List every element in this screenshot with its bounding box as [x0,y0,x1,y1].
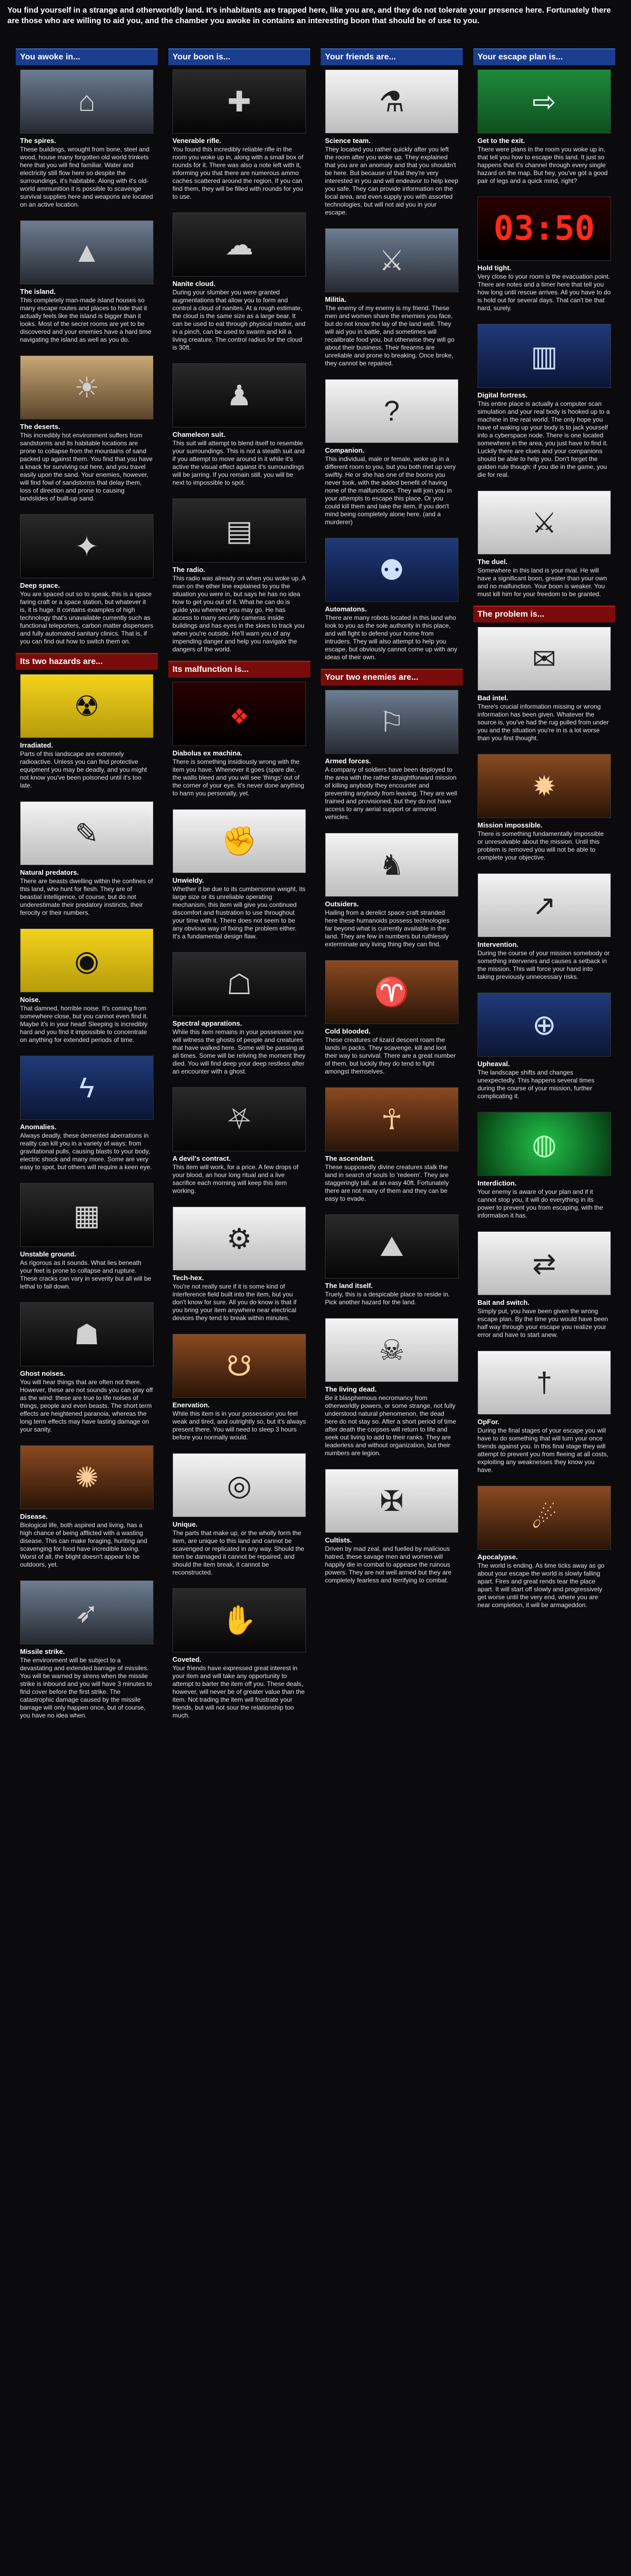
card-title: Unique. [172,1520,198,1528]
section-heading: Your escape plan is... [473,48,615,65]
card-title: Chameleon suit. [172,431,226,438]
card-description: Truely, this is a despicable place to reside in. Pick another hazard for the land. [325,1291,450,1306]
option-card [473,988,615,1108]
card-description: There are many robots located in this land who look to you as the sole authority in this place, and will fight to defend your home from intruders. They will also attempt to help you escape, but obviously cannot come up with any ideas of their own. [325,614,457,661]
option-card [321,65,463,224]
pentagram-icon: ⛧ [172,1087,306,1151]
card-description: This item will work, for a price. A few drops of your blood, an hour long ritual and a live sacrifice each morning will keep this item working. [172,1163,299,1194]
option-card [168,678,310,805]
option-card [321,829,463,956]
card-description: Simply put, you have been given the wrong escape plan. By the time you would have been half way through your escape you realize your error and have to start anew. [477,1307,608,1338]
unwieldy-icon: ✊ [172,809,306,873]
card-title: Upheaval. [477,1060,510,1068]
card-description: Your friends have expressed great interest in your item and will take any opportunity to attempt to barter the item off you. These deals, however, will never be of greater value than the item. Not trading the item will frustrate your friends, but will not sour the relationship too much. [172,1664,305,1719]
armed-forces-icon: ⚐ [325,690,459,754]
option-card [16,216,158,351]
card-title: Irradiated. [20,741,53,749]
bad-intel-icon: ✉ [477,627,611,691]
card-description: Parts of this landscape are extremely radioactive. Unless you can find protective equipment you may be deadly, and you might not know you've been poisoned until it's too late. [20,750,147,789]
option-card [321,686,463,829]
option-card [473,1346,615,1481]
bait-icon: ⇄ [477,1231,611,1295]
card-title: Interdiction. [477,1179,517,1187]
card-title: Disease. [20,1512,48,1520]
card-description: There is something fundamentally impossible or unresolvable about the mission. Until this problem is removed you will not be able to complete your objective. [477,830,604,861]
card-description: These supposedly divine creatures stalk the land in search of souls to 'redeem'. They are staggeringly tall, at an easy 40ft. Fortunately there are not many of them and they can be easy to evade. [325,1163,449,1202]
option-card [168,805,310,948]
card-title: Ghost noises. [20,1369,65,1377]
card-description: Whether it be due to its cumbersome weight, its large size or its unreliable operating mechanism, this item will give you continued discomfort and frustration to use throughout your time with it. There does not seem to be any obvious way of fixing the problem either. It's a fundamental design flaw. [172,885,306,940]
column-4 [473,48,615,1727]
option-card [168,1202,310,1330]
option-card [168,65,310,208]
card-title: Automatons. [325,605,367,613]
option-card [473,1481,615,1617]
land-itself-icon: ⛰ [325,1214,459,1279]
unique-icon: ◎ [172,1453,306,1517]
column-1 [16,48,158,1727]
apocalypse-icon: ☄ [477,1486,611,1550]
option-card [321,224,463,375]
section-heading: Its malfunction is... [168,661,310,678]
option-card [473,1108,615,1227]
predator-icon: ✎ [20,801,154,865]
ghost-icon: ☗ [20,1302,154,1366]
companion-icon: ? [325,379,459,443]
exit-icon: ⇨ [477,69,611,134]
card-title: Deep space. [20,581,60,589]
option-card [16,65,158,216]
card-description: During the course of your mission somebody or something intervenes and causes a setback in the mission. This will force your hand into taking previously unnecessary risks. [477,949,610,980]
card-description: Driven by mad zeal, and fuelled by malicious hatred, these savage men and women will happily die in combat to appease the ruinous powers. They are not well armed but they are completely fearless and terrifying to combat. [325,1545,452,1584]
card-description: There are beasts dwelling within the confines of this land, who hunt for flesh. They are of beastial intelligence, of course, but do not underestimate their predatory instincts, their ferocity or their numbers. [20,877,153,916]
card-title: Missile strike. [20,1648,65,1655]
card-title: Apocalypse. [477,1553,518,1561]
card-title: The living dead. [325,1385,377,1393]
card-description: The landscape shifts and changes unexpectedly. This happens several times during the course of your mission, further complicating it. [477,1069,595,1100]
option-card [321,534,463,669]
automaton-icon: ⚉ [325,538,459,602]
card-description: During the final stages of your escape you will have to do something that will turn your once friends against you. In this final stage they will attempt to prevent you from fleeing at all costs, exploiting any weaknesses they know you have. [477,1427,608,1474]
disease-icon: ✺ [20,1445,154,1509]
impossible-icon: ✹ [477,754,611,818]
option-card [473,750,615,869]
card-title: Natural predators. [20,868,79,876]
digital-fortress-icon: ▥ [477,324,611,388]
island-icon: ▲ [20,220,154,284]
section-heading: Your boon is... [168,48,310,65]
option-card [168,1330,310,1449]
living-dead-icon: ☠ [325,1318,459,1382]
option-card [473,65,615,192]
card-title: Outsiders. [325,900,359,908]
column-3 [321,48,463,1727]
card-title: Noise. [20,996,41,1004]
card-title: Cold blooded. [325,1027,371,1035]
radio-icon: ▤ [172,498,306,563]
columns [16,48,615,1727]
card-title: Cultists. [325,1536,352,1544]
card-description: There's crucial information missing or wrong information has been given. Whatever the source is, you've had the rug pulled from under you and the situation you're in is a lot worse than you first thought. [477,703,609,742]
option-card [16,1051,158,1179]
card-description: They located you rather quickly after you left the room after you woke up. They explained that you are an anomaly and that you shouldn't be here. But because of that they're very interested in you and will endeavor to help keep you safe. They can provide information on the local area, and even supply you with assorted technologies, but will not aid you in your escape. [325,146,459,216]
card-description: Somewhere in this land is your rival. He will have a significant boon, greater than your own and no malfunction. Your boon is weaker. You must kill him for your freedom to be granted. [477,567,607,598]
card-title: Bad intel. [477,694,508,702]
card-title: OpFor. [477,1418,500,1426]
option-card [16,1576,158,1727]
card-title: The ascendant. [325,1154,375,1162]
card-title: A devil's contract. [172,1154,231,1162]
option-card [16,1298,158,1441]
card-title: Venerable rifle. [172,137,221,145]
section-heading: Your two enemies are... [321,669,463,686]
desert-icon: ☀ [20,355,154,420]
card-description: Be it blasphemous necromancy from otherworldly powers, or some strange, not fully understood natural phenomenon, the dead here do not stay so. After a short period of time after death the corpses will return to life and seek out living to add to their ranks. They are leaderless and without organization, but their numbers are legion. [325,1394,456,1457]
dagger-icon: † [477,1351,611,1415]
card-description: You will hear things that are often not there. However, these are not sounds you can play off as the wind: these are true to life noises of things, people and even beasts. The short term effects are heightened paranoia, whereas the long term effects may have lasting damage on your sanity. [20,1378,153,1433]
card-title: Unwieldy. [172,876,204,884]
card-title: Coveted. [172,1655,201,1663]
card-description: Very close to your room is the evacuation point. There are notes and a timer here that tell you how long until rescue arrives. All you have to do is hold out for several days. That can't be that hard, surely. [477,273,611,312]
card-title: Nanite cloud. [172,280,216,288]
card-description: You are spaced out so to speak, this is a space faring craft or a space station, but whatever it is, it is huge. It contains examples of high technology that's unavailable currently such as functional teleporters, carbon matter dispensers and fully automated sanitary clinics. That is, if you can find out how to switch them on. [20,590,154,645]
card-title: Anomalies. [20,1123,57,1131]
card-description: That damned, horrible noise. It's coming from somewhere close, but you cannot even find it. Maybe it's in your head! Sleeping is incredibly hard and you find it impossible to concentrate on anything for extended periods of time. [20,1005,148,1044]
cultist-icon: ✠ [325,1469,459,1533]
option-card [321,956,463,1083]
section-heading: The problem is... [473,606,615,622]
option-card [16,797,158,924]
card-title: Bait and switch. [477,1299,530,1306]
card-title: Spectral apparations. [172,1019,242,1027]
card-description: Your enemy is aware of your plan and if it cannot stop you, it will do everything in its power to prevent you from escaping, with the information it has. [477,1188,603,1219]
card-title: Unstable ground. [20,1250,76,1258]
card-title: Companion. [325,446,365,454]
card-title: Diabolus ex machina. [172,749,242,757]
option-card [16,670,158,797]
option-card [168,208,310,359]
option-card [473,622,615,750]
card-title: Militia. [325,295,347,303]
card-description: The environment will be subject to a devastating and extended barrage of missiles. You will be warned by sirens when the missile strike is inbound and you will have 3 minutes to find cover before the first strike. The catastrophic damage caused by the missile barrage will only happen once, but of course, you have no idea when. [20,1657,152,1719]
anomaly-icon: ϟ [20,1056,154,1120]
card-description: These buildings, wrought from bone, steel and wood, house many forgotten old world trinkets here that you will find familiar. Water and electricity still flow here so despite the surroundings, it's habitable. Along with it's old-world ammunition it is possible to scavenge survival supplies here and weapons are located on an active location. [20,146,153,208]
card-description: This suit will attempt to blend itself to resemble your surroundings. This is not a stealth suit and if you attempt to move around in it while it's active the visual effect against it's surroundings will be jarring. If you remain still, you will be next to impossible to spot. [172,439,305,486]
option-card [16,510,158,653]
option-card [16,1441,158,1576]
card-description: This incredibly hot environment suffers from sandstorms and its habitable locations are prone to collapse from the mountains of sand packed up against them. You find that you have a knack for surviving out here, and you travel easily upon the sand. Your enemies, however, will find fowl of sandstorms that delay them, loss of direction and prone to causing landslides of built-up sand. [20,432,153,502]
card-description: While this item remains in your possession you will witness the ghosts of people and creatures that have walked here. Some will be passing at all times. Some will be reliving the moment they died. You will find deep your deep restless after an encounter with a ghost. [172,1028,306,1075]
card-description: You're not really sure if it is some kind of interference field built into the item, but you don't know for sure. All you do know is that if you bring your item anywhere near electrical devices they tend to break within minutes. [172,1283,297,1322]
card-description: The parts that make up, or the wholly form the item, are unique to this land and cannot be scavenged or replicated in any way. Should the item be damaged it cannot be repaired, and should the item break, it cannot be reconstructed. [172,1529,304,1576]
option-card [473,320,615,486]
card-description: While this item is in your possession you feel weak and tired, and outrightly so, but it's always present there. You will need to sleep 3 hours before you normally would. [172,1410,306,1441]
section-heading: Its two hazards are... [16,653,158,670]
option-card [473,192,615,320]
option-card [321,1314,463,1465]
card-title: The deserts. [20,423,60,431]
card-description: You found this incredibly reliable rifle in the room you woke up in, along with a small box of rounds for it. There was also a note left with it, informing you that there are numerous ammo caches scattered around the region. If you can find them, they will be filled with rounds for you to use. [172,146,303,200]
card-description: During your slumber you were granted augmentations that allow you to form and control a cloud of nanites. At a rough estimate, the cloud is the same size as a large bear. It can be used to eat through physical matter, and in a pinch, can be used to swarm and kill a living creature. The control radius for the cloud is 30ft. [172,289,306,351]
timer-icon: 03:50 [477,197,611,261]
card-description: There were plans in the room you woke up in, that tell you how to escape this land. It just so happens that it's channel through every single hazard on the map. But hey, you've got a good pair of legs and a quick mind, right? [477,146,608,185]
option-card [168,494,310,661]
revolver-icon: ✚ [172,69,306,134]
intro-text: You find yourself in a strange and otherworldly land. It's inhabitants are trapped here, like you are, and they do not tolerate your presence here. Fortunately there are those who are willing to aid you, and the chamber you awoke in contains an interesting boon that should be of use to you. [7,6,611,25]
lizard-icon: ♈ [325,960,459,1024]
option-card [473,869,615,988]
option-card [16,1179,158,1298]
missile-icon: ➶ [20,1580,154,1644]
card-description: This radio was already on when you woke up. A man on the other line explained to you the situation you were in, but says he has no idea how to get you out of it. What he can do is guide you wherever you may go. He has access to many security cameras inside buildings and has eyes in the skies to track you when you're outside. He'll warn you of any impending danger and help you navigate the dangers of the world. [172,575,306,653]
card-description: This individual, male or female, woke up in a different room to you, but you both met up very swiftly. He or she has one of the boons you never took, with the added benefit of having none of the malfunctions. They will join you in your attempts to escape this place. Or you could kill them and take the item, if you don't mind being completely alone here. (and a murderer) [325,455,456,526]
option-card [16,924,158,1051]
card-description: Biological life, both aspired and living, has a high chance of being afflicted with a wasting disease. This can make foraging, hunting and scavenging for food have incredible taxing. Worst of all, the blight doesn't appear to be outdoors, yet. [20,1521,147,1568]
card-title: The island. [20,288,56,295]
card-title: Intervention. [477,941,519,948]
upheaval-icon: ⊕ [477,993,611,1057]
card-title: Tech-hex. [172,1274,204,1282]
card-description: As rigorous as it sounds. What lies beneath your feet is prone to collapse and rupture. These cracks can vary in severity but all will be lethal to fall down. [20,1259,151,1290]
tech-icon: ⚙ [172,1207,306,1271]
option-card [168,1083,310,1202]
card-title: The land itself. [325,1282,373,1290]
card-description: A company of soldiers have been deployed to the area with the rather straightforward mission of killing anybody they encounter and preventing anybody from leaving. They are well trained and provisioned, but they do not have access to any aerial support or armored vehicles. [325,766,457,821]
option-card [168,1584,310,1727]
card-title: The spires. [20,137,56,145]
option-card [473,486,615,606]
apparition-icon: ☖ [172,952,306,1016]
option-card [168,1449,310,1584]
card-title: Hold tight. [477,264,512,272]
science-team-icon: ⚗ [325,69,459,134]
option-card [16,351,158,510]
card-title: The duel. [477,558,508,566]
card-description: This completely man-made island houses so many escape routes and places to hide that it actually feels like the island is bigger than it looks. Most of the secret rooms are yet to be discovered and your enemies have a hard time navigating the island as well as you do. [20,297,151,343]
column-2 [168,48,310,1727]
spires-icon: ⌂ [20,69,154,134]
option-card [473,1227,615,1346]
card-description: There is something insidiously wrong with the item you have. Whenever it goes (spare die, the walls bleed and you will see 'things' out of the corner of your eye. It's never done anything to harm you personally, yet. [172,758,304,797]
card-title: The radio. [172,566,206,574]
section-heading: You awoke in... [16,48,158,65]
card-title: Digital fortress. [477,391,528,399]
option-card [168,948,310,1083]
unstable-ground-icon: ▦ [20,1183,154,1247]
card-title: Science team. [325,137,371,145]
card-title: Mission impossible. [477,821,543,829]
chameleon-suit-icon: ♟ [172,363,306,427]
option-card [321,1465,463,1592]
noise-icon: ◉ [20,928,154,993]
machina-icon: ❖ [172,682,306,746]
option-card [321,1083,463,1210]
option-card [321,375,463,534]
coveted-icon: ✋ [172,1588,306,1652]
radiation-icon: ☢ [20,674,154,738]
card-description: This entire place is actually a computer scan simulation and your real body is hooked up to a machine in the real world. The only hope you have of waking up your body is to jack yourself into a cyberspace node. There is one located somewhere in the area, you just have to find it. Luckily there are clues and your companions should be able to help you. Don't forget the golden rule though: if you die in the game, you die for real. [477,400,610,478]
option-card [168,359,310,494]
card-description: Always deadly, these demented aberrations in reality can kill you in a variety of ways: from gravitational pulls, causing blasts to your body, electric shock and many more. Some are very easy to spot, but others will require a keen eye. [20,1132,152,1171]
section-heading: Your friends are... [321,48,463,65]
ascendant-icon: ☥ [325,1087,459,1151]
option-card [321,1210,463,1314]
radar-icon: ◍ [477,1112,611,1176]
outsider-icon: ♞ [325,833,459,897]
card-description: The world is ending. As time ticks away as go about your escape the world is slowly falling apart. Fires and great rends tear the place apart. It will start off slowly and progressively get worse until the very end, where you are near completion, it will be armageddon. [477,1562,605,1609]
card-title: Get to the exit. [477,137,525,145]
card-title: Armed forces. [325,757,371,765]
enervation-icon: ☋ [172,1334,306,1398]
duel-icon: ⚔ [477,490,611,555]
militia-icon: ⚔ [325,228,459,292]
deep-space-icon: ✦ [20,514,154,578]
intervention-icon: ↗ [477,873,611,937]
nanite-cloud-icon: ☁ [172,212,306,277]
card-description: The enemy of my enemy is my friend. These men and women share the enemies you face, but do not know the lay of the land well. They will aid you in battle, and sometimes will recalibrate food you, but otherwise they will go about their business. Their firearms are unreliable and prone to breaking. Once broke, they cannot be repaired. [325,304,455,367]
card-title: Enervation. [172,1401,210,1409]
card-description: These creatures of lizard descent roam the lands in packs. They scavenge, kill and loot their way to survival. There are a great number of them, but luckily they do tend to fight amongst themselves. [325,1036,456,1075]
card-description: Hailing from a derelict space craft stranded here these humanoids possess technologies far beyond what is currently available in the land. They are few in numbers but ruthlessly exterminate any living thing they can find. [325,909,450,948]
